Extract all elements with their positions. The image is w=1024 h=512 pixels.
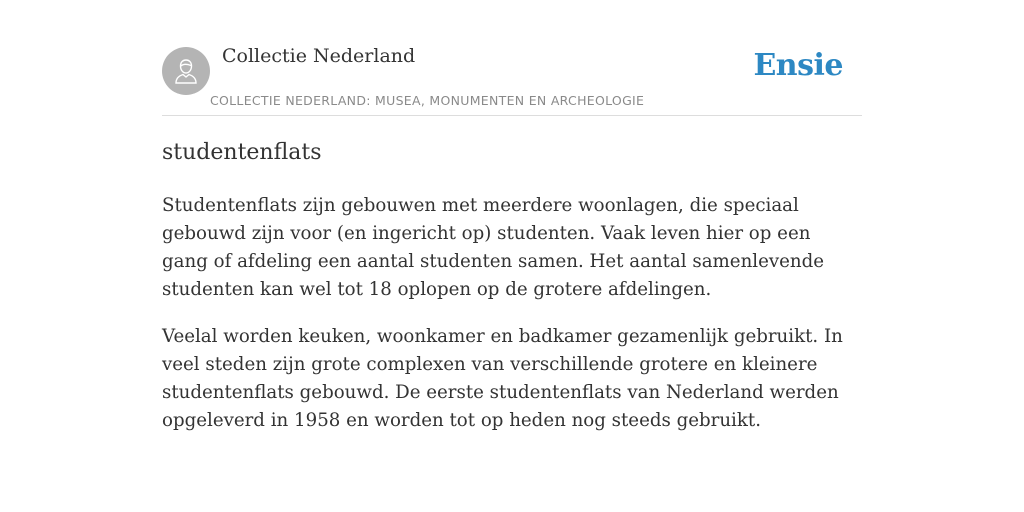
entry-title: studentenflats [162,140,322,165]
entry-body [162,192,862,454]
entry-paragraph: Studentenflats zijn gebouwen met meerdere woonlagen, die speciaal gebouwd zijn voor (en ingericht op) studenten. Vaak leven hier op een gang of afdeling een aantal studenten samen. Het aantal samenlevende studenten kan wel tot 18 oplopen op de grotere afdelingen. [162,195,825,300]
header [162,0,862,116]
entry-paragraph: Veelal worden keuken, woonkamer en badkamer gezamenlijk gebruikt. In veel steden zijn grote complexen van verschillende grotere en kleinere studentenflats gebouwd. De eerste studentenflats van Nederland werden opgeleverd in 1958 en worden tot op heden nog steeds gebruikt. [162,326,843,431]
author-name[interactable]: Collectie Nederland [222,45,416,67]
collection-title[interactable]: COLLECTIE NEDERLAND: MUSEA, MONUMENTEN EN ARCHEOLOGIE [210,93,645,108]
user-silhouette-icon [171,56,201,86]
ensie-logo[interactable]: Ensie [753,48,843,83]
author-avatar[interactable] [162,47,210,95]
